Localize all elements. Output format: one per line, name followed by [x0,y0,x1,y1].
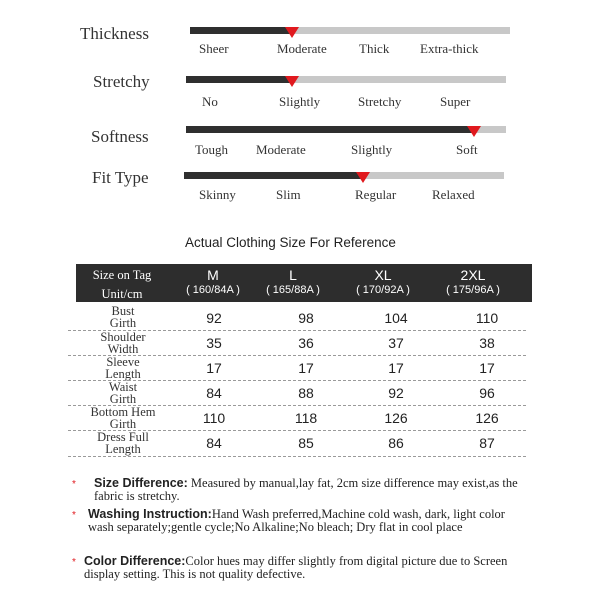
row-label-line-2: Length [105,442,141,456]
table-cell: 118 [294,410,318,426]
fit-type-scale-fill [184,172,363,179]
header-size-name: M [207,267,219,283]
header-size-name: XL [374,267,392,283]
table-cell: 87 [479,435,495,451]
table-cell: 84 [206,435,222,451]
header-size-spec: ( 170/92A ) [356,284,410,296]
note-washing-instruction [88,508,528,534]
header-size-2xl [428,264,518,302]
table-cell: 126 [384,410,408,426]
softness-option-moderate: Moderate [256,142,306,157]
header-size-xl [338,264,428,302]
stretchy-option-no: No [202,94,218,109]
asterisk-icon: * [72,479,76,490]
note-text: Color hues may differ slightly from digital picture due to Screen display setting. This is not quality defective. [84,554,508,581]
table-cell: 92 [388,385,404,401]
header-size-spec: ( 165/88A ) [266,284,320,296]
header-size-m [168,264,258,302]
asterisk-icon: * [72,557,76,568]
table-cell: 84 [206,385,222,401]
softness-option-tough: Tough [195,142,229,157]
table-row-label [68,356,178,380]
softness-scale-bar [186,126,506,133]
thickness-marker-icon [285,27,299,38]
fit-type-option-relaxed: Relaxed [432,187,475,202]
table-cell: 85 [298,435,314,451]
softness-option-soft: Soft [456,142,478,157]
row-label-line-1: Sleeve [106,355,140,369]
table-cell: 96 [479,385,495,401]
header-size-name: L [289,267,297,283]
header-size-name: 2XL [460,267,486,283]
table-cell: 37 [388,335,404,351]
row-label-line-2: Girth [109,316,137,330]
row-label-line-1: Bottom Hem [90,405,156,419]
table-row-label [68,381,178,405]
row-label-line-2: Girth [109,392,137,406]
stretchy-option-slightly: Slightly [279,94,321,109]
note-title: Washing Instruction: [88,507,212,521]
fit-type-marker-icon [356,172,370,183]
header-corner-label-1: Size on Tag [92,268,152,282]
row-label-line-1: Bust [111,304,135,318]
fit-type-option-skinny: Skinny [199,187,236,202]
table-cell: 98 [298,310,314,326]
attr-label-stretchy: Stretchy [93,72,150,91]
header-size-spec: ( 175/96A ) [446,284,500,296]
row-divider [68,456,526,457]
row-label-line-2: Length [105,367,141,381]
row-label-line-1: Shoulder [100,330,146,344]
header-size-l [248,264,338,302]
note-color-difference [84,555,524,581]
thickness-scale-fill [190,27,292,34]
table-cell: 17 [298,360,314,376]
stretchy-option-super: Super [440,94,471,109]
stretchy-marker-icon [285,76,299,87]
thickness-option-extra-thick: Extra-thick [420,41,479,56]
table-cell: 38 [479,335,495,351]
table-cell: 110 [475,310,499,326]
stretchy-option-stretchy: Stretchy [358,94,402,109]
attr-label-fit-type: Fit Type [92,168,149,187]
table-cell: 17 [206,360,222,376]
note-text: Measured by manual,lay fat, 2cm size difference may exist,as the fabric is stretchy. [94,476,518,503]
size-table-header [76,264,532,302]
note-title: Size Difference: [94,476,188,490]
asterisk-icon: * [72,510,76,521]
fit-type-option-regular: Regular [355,187,397,202]
size-table-title: Actual Clothing Size For Reference [185,235,396,250]
softness-marker-icon [467,126,481,137]
softness-option-slightly: Slightly [351,142,393,157]
table-row-label [68,305,178,329]
thickness-option-thick: Thick [359,41,390,56]
table-row-label [68,431,178,455]
table-cell: 126 [475,410,499,426]
note-size-difference [94,477,534,503]
thickness-scale-bar [190,27,510,34]
table-row-label [68,406,178,430]
header-size-spec: ( 160/84A ) [186,284,240,296]
stretchy-scale-bar [186,76,506,83]
row-label-line-2: Girth [109,417,137,431]
row-label-line-1: Waist [108,380,138,394]
table-cell: 92 [206,310,222,326]
table-cell: 17 [388,360,404,376]
row-label-line-2: Width [107,342,139,356]
table-cell: 36 [298,335,314,351]
table-cell: 104 [384,310,408,326]
stretchy-scale-fill [186,76,292,83]
attr-label-softness: Softness [91,127,149,146]
table-cell: 88 [298,385,314,401]
header-corner-cell [76,264,168,302]
softness-scale-fill [186,126,474,133]
attr-label-thickness: Thickness [80,24,149,43]
header-corner-label-2: Unit/cm [101,287,143,301]
row-label-line-1: Dress Full [97,430,149,444]
thickness-option-moderate: Moderate [277,41,327,56]
table-cell: 110 [202,410,226,426]
table-row-label [68,331,178,355]
table-cell: 17 [479,360,495,376]
note-title: Color Difference: [84,554,186,568]
fit-type-scale-bar [184,172,504,179]
table-cell: 86 [388,435,404,451]
fit-type-option-slim: Slim [276,187,301,202]
thickness-option-sheer: Sheer [199,41,229,56]
table-cell: 35 [206,335,222,351]
note-text: Hand Wash preferred,Machine cold wash, dark, light color wash separately;gentle cycle;No Alkaline;No bleach; Dry flat in cool place [88,507,505,534]
